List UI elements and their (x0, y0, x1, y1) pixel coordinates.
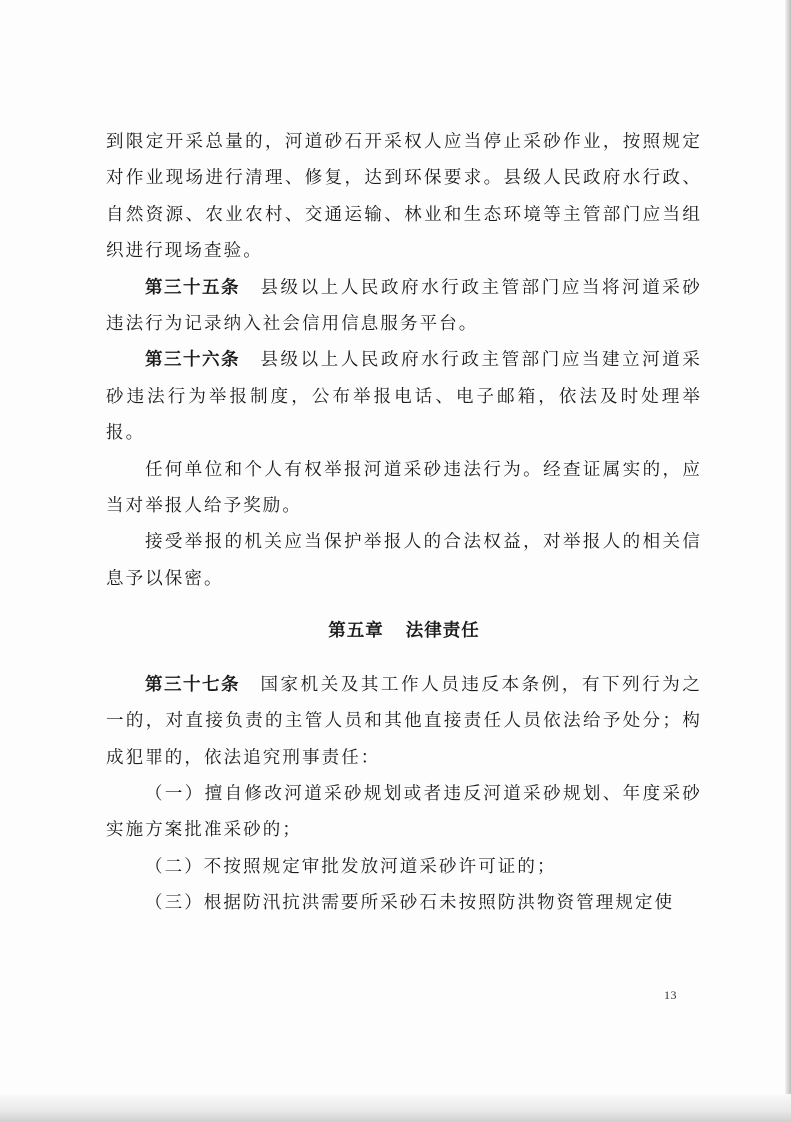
article-text: 县级以上人民政府水行政主管部门应当建立河道采砂违法行为举报制度，公布举报电话、电子邮箱，依法及时处理举报。 (106, 350, 703, 444)
chapter-number: 第五章 (328, 621, 384, 642)
scan-edge-right (785, 0, 791, 1122)
regulation-body-text (106, 124, 702, 922)
list-item-2: （二）不按照规定审批发放河道采砂许可证的； (145, 856, 557, 877)
article-36 (106, 342, 702, 451)
scan-edge-bottom (0, 1094, 791, 1122)
article-text: 县级以上人民政府水行政主管部门应当将河道采砂违法行为记录纳入社会信用信息服务平台。 (106, 277, 703, 335)
article-text: 国家机关及其工作人员违反本条例，有下列行为之一的，对直接负责的主管人员和其他直接责任人员依法给予处分；构成犯罪的，依法追究刑事责任： (106, 674, 703, 768)
report-right-paragraph: 任何单位和个人有权举报河道采砂违法行为。经查证属实的，应当对举报人给予奖励。 (106, 459, 702, 517)
article-number: 第三十七条 (145, 674, 240, 695)
list-item-3: （三）根据防汛抗洪需要所采砂石未按照防洪物资管理规定使 (145, 893, 675, 914)
chapter-title: 法律责任 (405, 621, 480, 642)
article-number: 第三十六条 (145, 350, 240, 371)
article-37 (106, 667, 702, 776)
continuation-paragraph: 到限定开采总量的，河道砂石开采权人应当停止采砂作业，按照规定对作业现场进行清理、修复，达到环保要求。县级人民政府水行政、自然资源、农业农村、交通运输、林业和生态环境等主管部门应当组织进行现场查验。 (106, 132, 702, 262)
chapter-heading (106, 613, 702, 649)
list-item-1: （一）擅自修改河道采砂规划或者违反河道采砂规划、年度采砂实施方案批准采砂的； (106, 783, 702, 841)
page-number: 13 (664, 988, 677, 1002)
article-number: 第三十五条 (145, 277, 240, 298)
article-35 (106, 270, 702, 343)
reporter-protection-paragraph: 接受举报的机关应当保护举报人的合法权益，对举报人的相关信息予以保密。 (106, 532, 702, 589)
